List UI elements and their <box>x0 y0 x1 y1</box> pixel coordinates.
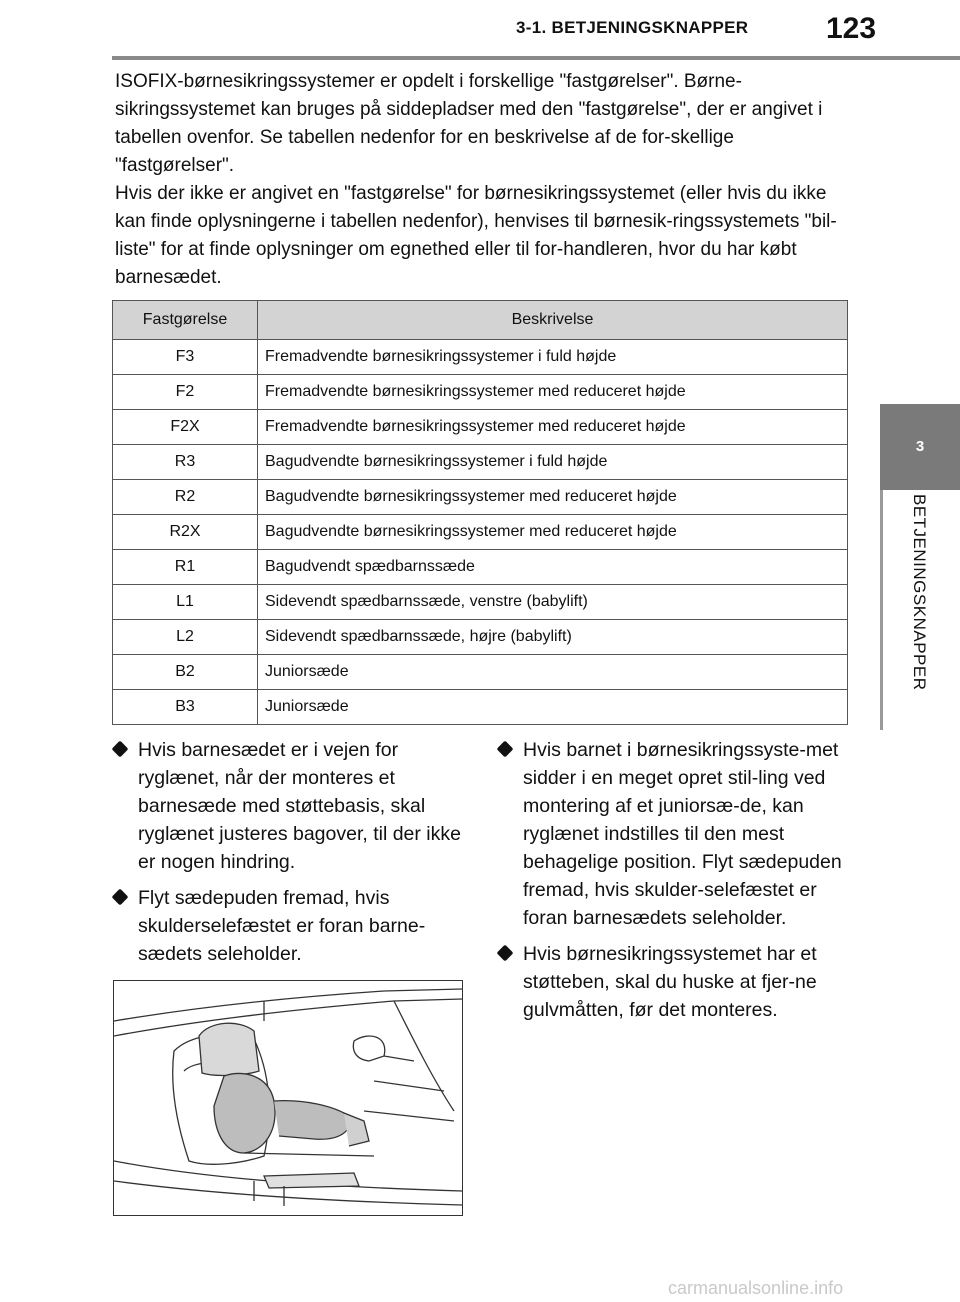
header-rule <box>112 56 960 60</box>
chapter-side-line <box>880 490 883 730</box>
fastening-description: Fremadvendte børnesikringssystemer i fuld højde <box>258 340 848 375</box>
table-row <box>113 515 848 550</box>
fastening-code: R1 <box>113 550 258 585</box>
chapter-tab: 3 <box>880 404 960 490</box>
fastening-description: Juniorsæde <box>258 690 848 725</box>
fastening-code: F3 <box>113 340 258 375</box>
fastening-description: Bagudvendte børnesikringssystemer med reduceret højde <box>258 515 848 550</box>
right-bullet-column <box>497 736 847 1032</box>
fastening-description: Fremadvendte børnesikringssystemer med reduceret højde <box>258 375 848 410</box>
bullet-item <box>497 736 847 932</box>
table-row <box>113 620 848 655</box>
child-seat-illustration <box>113 980 463 1216</box>
bullet-text: Hvis barnet i børnesikringssyste-met sidder i en meget opret stil-ling ved montering af et juniorsæ-de, kan ryglænet indstilles til den mest behagelige position. Flyt sædepuden fremad, hvis skulder-selefæstet er foran barnesædets seleholder. <box>523 739 842 929</box>
diamond-bullet-icon <box>112 889 129 906</box>
fastening-description: Bagudvendt spædbarnssæde <box>258 550 848 585</box>
intro-paragraph-2: Hvis der ikke er angivet en "fastgørelse" for børnesikringssystemet (eller hvis du ikke kan finde oplysningerne i tabellen nedenfor), henvises til børnesik-ringssystemets "bil-liste" for at finde oplysninger om egnethed eller til for-handleren, hvor du har købt barnesædet. <box>115 183 837 288</box>
diamond-bullet-icon <box>497 945 514 962</box>
fastening-description: Bagudvendte børnesikringssystemer med reduceret højde <box>258 480 848 515</box>
fastening-code: B2 <box>113 655 258 690</box>
diamond-bullet-icon <box>112 741 129 758</box>
table-row <box>113 340 848 375</box>
table-row <box>113 375 848 410</box>
fastening-description: Sidevendt spædbarnssæde, højre (babylift) <box>258 620 848 655</box>
fastening-code: L1 <box>113 585 258 620</box>
bullet-item <box>497 940 847 1024</box>
left-bullet-column <box>112 736 462 976</box>
intro-text <box>115 68 850 292</box>
diamond-bullet-icon <box>497 741 514 758</box>
fastening-code: L2 <box>113 620 258 655</box>
table-row <box>113 690 848 725</box>
car-seat-drawing <box>114 981 462 1215</box>
table-row <box>113 655 848 690</box>
header-section-title: 3-1. BETJENINGSKNAPPER <box>516 18 749 37</box>
table-row <box>113 410 848 445</box>
watermark: carmanualsonline.info <box>668 1278 844 1298</box>
bullet-item <box>112 736 462 876</box>
fastening-code: B3 <box>113 690 258 725</box>
fastening-description: Fremadvendte børnesikringssystemer med reduceret højde <box>258 410 848 445</box>
bullet-text: Hvis barnesædet er i vejen for ryglænet, når der monteres et barnesæde med støttebasis, skal ryglænet justeres bagover, til der ikke er nogen hindring. <box>138 739 461 873</box>
fastening-code: R2 <box>113 480 258 515</box>
table-row <box>113 480 848 515</box>
table-row <box>113 550 848 585</box>
table-header-row <box>113 301 848 340</box>
fastening-code: F2X <box>113 410 258 445</box>
intro-paragraph-1: ISOFIX-børnesikringssystemer er opdelt i forskellige "fastgørelser". Børne-sikringssystemet kan bruges på siddepladser med den "fastgørelse", der er angivet i tabellen ovenfor. Se tabellen nedenfor for en beskrivelse af de for-skellige "fastgørelser". <box>115 71 823 176</box>
table-row <box>113 445 848 480</box>
page-number: 123 <box>826 12 877 45</box>
fastening-table <box>112 300 848 725</box>
fastening-code: R3 <box>113 445 258 480</box>
table-row <box>113 585 848 620</box>
fastening-description: Juniorsæde <box>258 655 848 690</box>
fastening-description: Sidevendt spædbarnssæde, venstre (babylift) <box>258 585 848 620</box>
bullet-item <box>112 884 462 968</box>
bullet-text: Hvis børnesikringssystemet har et støtteben, skal du huske at fjer-ne gulvmåtten, før det monteres. <box>523 943 817 1021</box>
table-header-description: Beskrivelse <box>258 301 848 340</box>
fastening-code: F2 <box>113 375 258 410</box>
bullet-text: Flyt sædepuden fremad, hvis skulderselefæstet er foran barne-sædets seleholder. <box>138 887 426 965</box>
chapter-side-label: BETJENINGSKNAPPER <box>910 494 929 691</box>
fastening-code: R2X <box>113 515 258 550</box>
fastening-description: Bagudvendte børnesikringssystemer i fuld højde <box>258 445 848 480</box>
table-header-fastening: Fastgørelse <box>113 301 258 340</box>
